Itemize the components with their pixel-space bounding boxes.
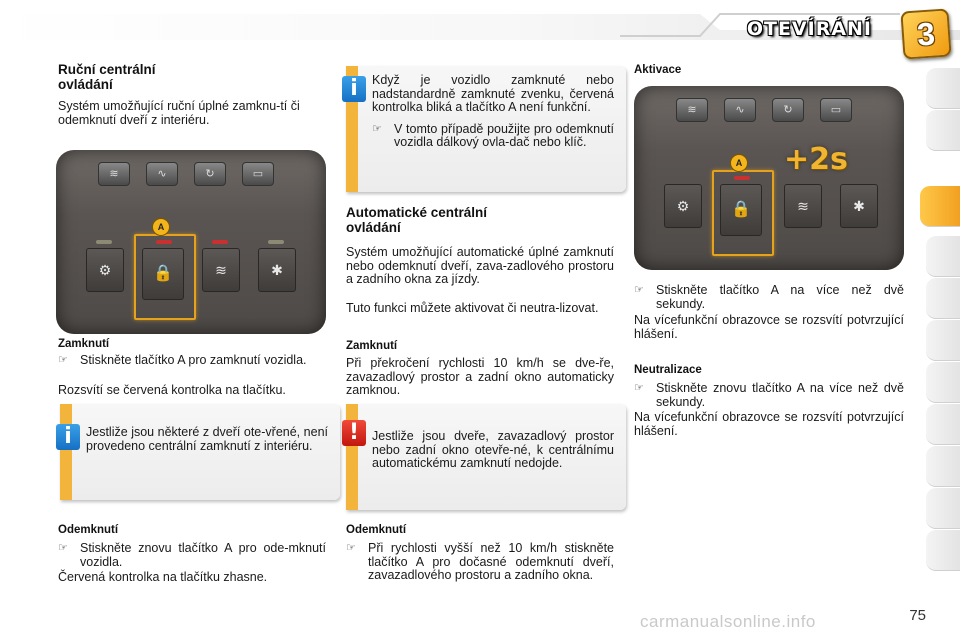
auto-lock-heading: Zamknutí <box>346 340 398 352</box>
info-box-doors-open <box>60 404 340 500</box>
neutralization-step <box>634 382 904 409</box>
sensor-off-button: ≋ <box>784 184 822 228</box>
dashboard-photo-left <box>56 150 326 334</box>
neutralization-text: Na vícefunkční obrazovce se rozsvítí potvrzující hlášení. <box>634 410 904 438</box>
chapter-badge <box>900 8 951 59</box>
info-icon: i <box>56 424 80 450</box>
tab-7[interactable] <box>926 362 960 403</box>
auto-unlock-heading: Odemknutí <box>346 524 407 536</box>
automatic-intro-2: Tuto funkci můžete aktivovat či neutra-lizovat. <box>346 301 599 315</box>
lock-led-text: Rozsvítí se červená kontrolka na tlačítku. <box>58 383 286 397</box>
unlock-heading: Odemknutí <box>58 524 119 536</box>
info-box-locked-outside <box>346 66 626 192</box>
warning-box-doors-open <box>346 404 626 510</box>
tab-9[interactable] <box>926 446 960 487</box>
unlock-step-text: Stiskněte znovu tlačítko A pro ode-mknutí vozidla. <box>80 541 326 569</box>
tab-10[interactable] <box>926 488 960 529</box>
warning-icon: ! <box>342 420 366 446</box>
airflow-button: ∿ <box>724 98 756 122</box>
lock-step <box>58 354 326 368</box>
vent-button: ≋ <box>676 98 708 122</box>
auto-unlock-step-text: Při rychlosti vyšší než 10 km/h stiskněte tlačítko A pro dočasné odemknutí dveří, zavazadlového prostoru a zadního okna. <box>368 541 614 582</box>
unlock-step <box>58 542 326 569</box>
page-number: 75 <box>909 607 926 624</box>
tab-6[interactable] <box>926 320 960 361</box>
tab-3-active[interactable] <box>920 186 960 227</box>
pointing-hand-icon: ☞ <box>346 542 356 554</box>
tab-4[interactable] <box>926 236 960 277</box>
tab-11[interactable] <box>926 530 960 571</box>
tab-8[interactable] <box>926 404 960 445</box>
automatic-central-locking-heading: Automatické centrální ovládání <box>346 205 488 235</box>
child-lock-button: ✱ <box>258 248 296 292</box>
info-locked-outside-step <box>372 123 614 150</box>
activation-heading: Aktivace <box>634 64 682 76</box>
esp-off-button: ⚙ <box>86 248 124 292</box>
indicator-led <box>96 240 112 244</box>
activation-step-text: Stiskněte tlačítko A na více než dvě sekundy. <box>656 283 904 311</box>
button-a-badge: A <box>730 154 748 172</box>
pointing-hand-icon: ☞ <box>58 542 68 554</box>
chapter-number: 3 <box>915 15 937 53</box>
unlock-led-text: Červená kontrolka na tlačítku zhasne. <box>58 570 268 584</box>
indicator-led <box>212 240 228 244</box>
recirc-button: ↻ <box>772 98 804 122</box>
child-lock-button: ✱ <box>840 184 878 228</box>
info-locked-outside-text: Když je vozidlo zamknuté nebo nadstandardně zamknuté zvenku, červená kontrolka bliká a tlačítko A není funkční. <box>372 73 614 114</box>
pointing-hand-icon: ☞ <box>372 122 382 135</box>
tab-5[interactable] <box>926 278 960 319</box>
sensor-off-button: ≋ <box>202 248 240 292</box>
pointing-hand-icon: ☞ <box>634 284 644 296</box>
info-locked-outside-step-text: V tomto případě použijte pro odemknutí vozidla dálkový ovla-dač nebo klíč. <box>394 121 614 149</box>
vent-button: ≋ <box>98 162 130 186</box>
manual-central-locking-intro: Systém umožňující ruční úplné zamknu-tí či odemknutí dveří z interiéru. <box>58 99 300 127</box>
lock-heading: Zamknutí <box>58 338 110 350</box>
lock-step-text: Stiskněte tlačítko A pro zamknutí vozidla. <box>80 353 307 367</box>
rear-defrost-button: ▭ <box>820 98 852 122</box>
neutralization-heading: Neutralizace <box>634 364 702 376</box>
neutralization-step-text: Stiskněte znovu tlačítko A na více než dvě sekundy. <box>656 381 904 409</box>
chapter-tabs <box>926 68 960 576</box>
auto-lock-text: Při překročení rychlosti 10 km/h se dve-ře, zavazadlový prostor a zadní okno automaticky zamknou. <box>346 356 614 397</box>
recirc-button: ↻ <box>194 162 226 186</box>
rear-defrost-button: ▭ <box>242 162 274 186</box>
indicator-led <box>268 240 284 244</box>
airflow-button: ∿ <box>146 162 178 186</box>
pointing-hand-icon: ☞ <box>58 354 68 366</box>
warning-doors-open-text: Jestliže jsou dveře, zavazadlový prostor nebo zadní okno otevře-né, k centrálnímu automatickému zamknutí nedojde. <box>372 429 614 470</box>
pointing-hand-icon: ☞ <box>634 382 644 394</box>
auto-unlock-step <box>346 542 614 583</box>
info-icon: i <box>342 76 366 102</box>
button-a-badge: A <box>152 218 170 236</box>
chapter-title: OTEVÍRÁNÍ <box>746 18 872 40</box>
activation-text: Na vícefunkční obrazovce se rozsvítí potvrzující hlášení. <box>634 313 904 341</box>
plus-two-seconds-label: +2s <box>784 142 848 177</box>
tab-2[interactable] <box>926 110 960 151</box>
manual-central-locking-heading: Ruční centrální ovládání <box>58 62 156 92</box>
automatic-intro: Systém umožňující automatické úplné zamknutí nebo odemknutí dveří, zava-zadlového prostoru a zadního okna za jízdy. <box>346 245 614 286</box>
tab-1[interactable] <box>926 68 960 109</box>
central-lock-button: 🔒 <box>142 248 184 300</box>
esp-off-button: ⚙ <box>664 184 702 228</box>
activation-step <box>634 284 904 311</box>
watermark: carmanualsonline.info <box>640 612 816 631</box>
dashboard-photo-right <box>634 86 904 270</box>
central-lock-button: 🔒 <box>720 184 762 236</box>
info-doors-open-text: Jestliže jsou některé z dveří ote-vřené, není provedeno centrální zamknutí z interiéru. <box>86 425 328 453</box>
